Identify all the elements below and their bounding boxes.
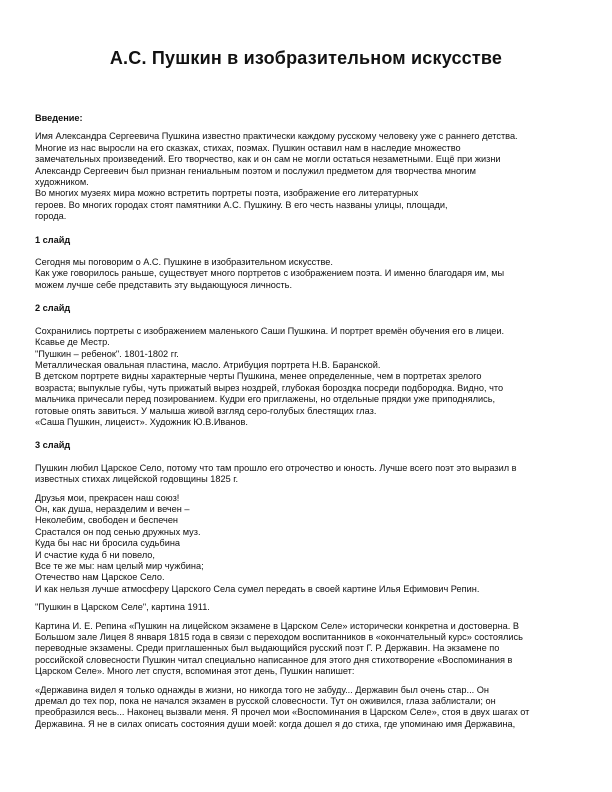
text-line: города. bbox=[35, 211, 67, 222]
text-line: российской словесности Пушкин читал специально написанное для этого дня стихотворение «Воспоминания в bbox=[35, 654, 513, 665]
page-title: А.С. Пушкин в изобразительном искусстве bbox=[109, 48, 503, 68]
painting-caption bbox=[35, 602, 577, 613]
poem-line: Друзья мои, прекрасен наш союз! bbox=[35, 492, 180, 503]
poem-line: Отечество нам Царское Село. bbox=[35, 572, 165, 583]
poem-line: Куда бы нас ни бросила судьбина bbox=[35, 538, 181, 549]
pushkin-quote bbox=[35, 685, 577, 731]
text-line: Сохранились портреты с изображением маленького Саши Пушкина. И портрет времён обучения его в лицеи. bbox=[35, 325, 505, 336]
poem-line: Срастался он под сенью дружных муз. bbox=[35, 526, 201, 537]
text-line: "Пушкин – ребенок". 1801-1802 гг. bbox=[35, 348, 179, 359]
text-line: Как уже говорилось раньше, существует много портретов с изображением поэта. И именно благодаря им, мы bbox=[35, 268, 505, 279]
text-line: Картина И. Е. Репина «Пушкин на лицейском экзамене в Царском Селе» исторически конкретна и достоверна. В bbox=[35, 620, 519, 631]
repin-paragraph bbox=[35, 621, 577, 678]
text-line: Царском Селе». Много лет спустя, вспоминая этот день, Пушкин напишет: bbox=[35, 666, 355, 677]
text-line: Пушкин любил Царское Село, потому что там прошло его отрочество и юность. Лучше всего поэт это выразил в bbox=[35, 462, 517, 473]
slide-1-heading: 1 слайд bbox=[35, 234, 71, 245]
text-line: Александр Сергеевич был признан гениальным поэтом и послужил предметом для творчества многим bbox=[35, 165, 476, 176]
text-line: Металлическая овальная пластина, масло. Атрибуция портрета Н.В. Баранской. bbox=[35, 359, 381, 370]
text-line: Державина. Я не в силах описать состояния души моей: когда дошел я до стиха, где упоминаю имя Державина, bbox=[35, 718, 516, 729]
text-line: преобразился весь... Наконец вызвали меня. Я прочел мои «Воспоминания в Царском Селе», стоя в двух шагах от bbox=[35, 707, 530, 718]
text-line: можем лучше себе представить эту выдающуюся личность. bbox=[35, 279, 293, 290]
slide-3-heading: 3 слайд bbox=[35, 440, 71, 451]
text-line: дремал до тех пор, пока не начался экзамен в русской словесности. Тут он оживился, глаза заблистали; он bbox=[35, 696, 496, 707]
text-line: Многие из нас выросли на его сказках, стихах, поэмах. Пушкин оставил нам в наследие множество bbox=[35, 142, 461, 153]
text-line: известных стихах лицейской годовщины 1825 г. bbox=[35, 474, 239, 485]
text-line: Сегодня мы поговорим о А.С. Пушкине в изобразительном искусстве. bbox=[35, 257, 333, 268]
poem-block bbox=[35, 493, 577, 596]
text-line: И как нельзя лучше атмосферу Царского Села сумел передать в своей картине Илья Ефимович Репин. bbox=[35, 583, 480, 594]
poem-line: Все те же мы: нам целый мир чужбина; bbox=[35, 561, 204, 571]
text-line: замечательных произведений. Его творчество, как и он сам не могли остаться незаметными. Ещё при жизни bbox=[35, 154, 501, 165]
text-line: «Державина видел я только однажды в жизни, но никогда того не забуду... Державин был очень стар... Он bbox=[35, 684, 489, 695]
text-line: Ксавье де Местр. bbox=[35, 337, 110, 348]
poem-line: Он, как душа, неразделим и вечен – bbox=[35, 503, 190, 514]
poem-line: И счастие куда б ни повело, bbox=[35, 549, 155, 560]
text-line: возраста; выпуклые губы, чуть прижатый вырез ноздрей, глубокая бороздка посреди подбородка. Видно, что bbox=[35, 382, 504, 393]
intro-heading: Введение: bbox=[35, 113, 83, 123]
text-line: переводные экзамены. Среди приглашенных был выдающийся русский поэт Г. Р. Державин. На экзамене по bbox=[35, 643, 500, 654]
text-line: художником. bbox=[35, 177, 89, 188]
text-line: Во многих музеях мира можно встретить портреты поэта, изображение его литературных bbox=[35, 188, 419, 199]
text-line: «Саша Пушкин, лицеист». Художник Ю.В.Иванов. bbox=[35, 416, 248, 427]
slide-2-heading: 2 слайд bbox=[35, 303, 71, 314]
text-line: Имя Александра Сергеевича Пушкина известно практически каждому русскому человеку уже с раннего детства. bbox=[35, 131, 518, 142]
document-body bbox=[35, 113, 577, 730]
slide-2-paragraph bbox=[35, 326, 577, 429]
slide-1-paragraph bbox=[35, 257, 577, 291]
text-line: Большом зале Лицея 8 января 1815 года в связи с переходом воспитанников в «окончательный курс» состоялись bbox=[35, 632, 523, 643]
text-line: мальчика причесали перед позированием. Кудри его приглажены, но отдельные прядки уже приподнялись, bbox=[35, 394, 496, 405]
text-line: героев. Во многих городах стоят памятники А.С. Пушкину. В его честь названы улицы, площади, bbox=[35, 199, 448, 210]
poem-line: Неколебим, свободен и беспечен bbox=[35, 515, 179, 526]
slide-3-intro-paragraph bbox=[35, 463, 577, 486]
text-line: готовые опять завиться. У малыша живой взгляд серо-голубых блестящих глаз. bbox=[35, 405, 377, 416]
text-line: В детском портрете видны характерные черты Пушкина, менее определенные, чем в портретах зрелого bbox=[35, 371, 482, 382]
intro-paragraph bbox=[35, 131, 577, 222]
text-line: "Пушкин в Царском Селе", картина 1911. bbox=[35, 602, 210, 613]
